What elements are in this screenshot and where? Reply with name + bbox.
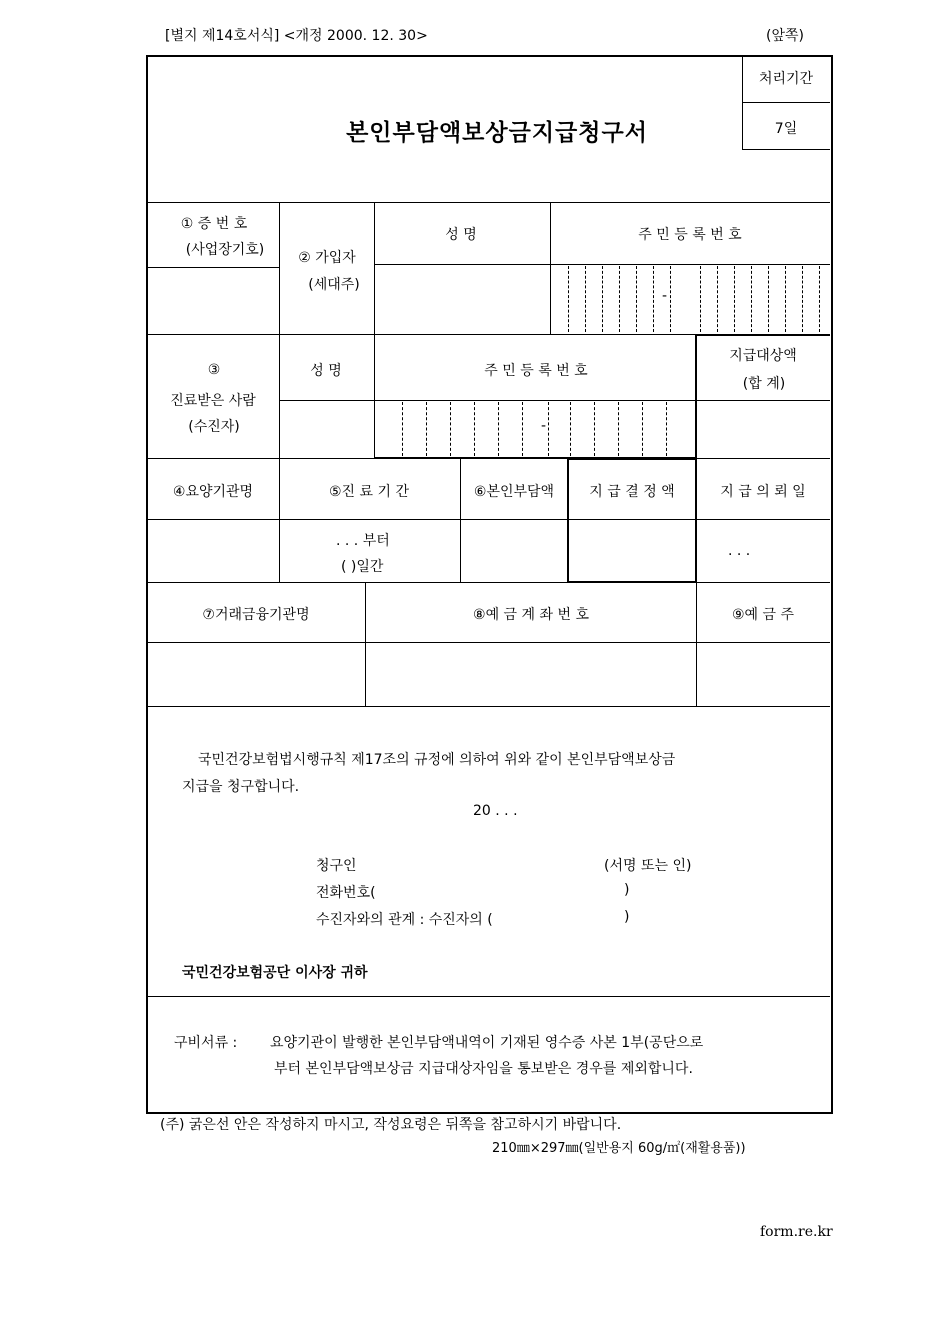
cert-number-label: ① 증 번 호 bbox=[180, 216, 248, 232]
copay-header: ⑥본인부담액 bbox=[473, 484, 555, 500]
relation-close: ) bbox=[624, 909, 630, 925]
decided-amount-header: 지 급 결 정 액 bbox=[589, 484, 675, 500]
relation-label: 수진자와의 관계 : 수진자의 ( bbox=[316, 912, 493, 928]
addressee: 국민건강보험공단 이사장 귀하 bbox=[182, 965, 368, 981]
subscriber-name-header: 성 명 bbox=[445, 227, 477, 243]
patient-name-header: 성 명 bbox=[310, 363, 342, 379]
subscriber-sub-label: (세대주) bbox=[308, 277, 360, 293]
phone-close: ) bbox=[624, 882, 630, 898]
subscriber-rrn-dash: - bbox=[662, 288, 668, 304]
processing-period-label: 처리기간 bbox=[758, 71, 814, 87]
holder-header: ⑨예 금 주 bbox=[731, 607, 795, 623]
processing-period-value: 7일 bbox=[774, 121, 798, 137]
period-from: . . . 부터 bbox=[336, 533, 390, 549]
claimant-label: 청구인 bbox=[316, 858, 357, 874]
bank-header: ⑦거래금융기관명 bbox=[202, 607, 310, 623]
declaration-line-1: 국민건강보험법시행규칙 제17조의 규정에 의하여 위와 같이 본인부담액보상금 bbox=[198, 752, 676, 768]
patient-sub-label: (수진자) bbox=[188, 419, 240, 435]
cert-number-sub-label: (사업장기호) bbox=[185, 242, 265, 258]
request-date-dots: . . . bbox=[728, 543, 751, 559]
period-header: ⑤진 료 기 간 bbox=[329, 484, 409, 500]
form-frame bbox=[146, 55, 833, 1114]
target-amount-sub-label: (합 계) bbox=[742, 376, 786, 392]
subscriber-rrn-header: 주 민 등 록 번 호 bbox=[638, 227, 742, 243]
declaration-date: 20 . . . bbox=[473, 803, 518, 819]
source-watermark: form.re.kr bbox=[760, 1224, 833, 1240]
phone-label: 전화번호( bbox=[316, 885, 376, 901]
footer-note: (주) 굵은선 안은 작성하지 마시고, 작성요령은 뒤쪽을 참고하시기 바랍니다. bbox=[160, 1117, 622, 1133]
subscriber-label: ② 가입자 bbox=[298, 250, 356, 266]
period-days: ( )일간 bbox=[341, 559, 384, 575]
page-title: 본인부담액보상금지급청구서 bbox=[346, 120, 648, 146]
patient-number-label: ③ bbox=[207, 362, 221, 378]
patient-rrn-dash: - bbox=[541, 418, 547, 434]
signature-label: (서명 또는 인) bbox=[604, 858, 692, 874]
institution-header: ④요양기관명 bbox=[172, 484, 254, 500]
attachments-line-2: 부터 본인부담액보상금 지급대상자임을 통보받은 경우를 제외합니다. bbox=[274, 1061, 693, 1077]
attachments-label: 구비서류 : bbox=[174, 1035, 238, 1051]
target-amount-label: 지급대상액 bbox=[729, 348, 797, 364]
request-date-header: 지 급 의 뢰 일 bbox=[720, 484, 806, 500]
page-side-label: (앞쪽) bbox=[766, 28, 804, 44]
paper-spec: 210㎜×297㎜(일반용지 60g/㎡(재활용품)) bbox=[492, 1141, 746, 1156]
form-reference: [별지 제14호서식] <개정 2000. 12. 30> bbox=[165, 28, 428, 44]
patient-rrn-header: 주 민 등 록 번 호 bbox=[484, 363, 588, 379]
patient-label: 진료받은 사람 bbox=[170, 393, 256, 409]
attachments-line-1: 요양기관이 발행한 본인부담액내역이 기재된 영수증 사본 1부(공단으로 bbox=[270, 1035, 704, 1051]
account-header: ⑧예 금 계 좌 번 호 bbox=[473, 607, 589, 623]
declaration-line-2: 지급을 청구합니다. bbox=[182, 779, 300, 795]
